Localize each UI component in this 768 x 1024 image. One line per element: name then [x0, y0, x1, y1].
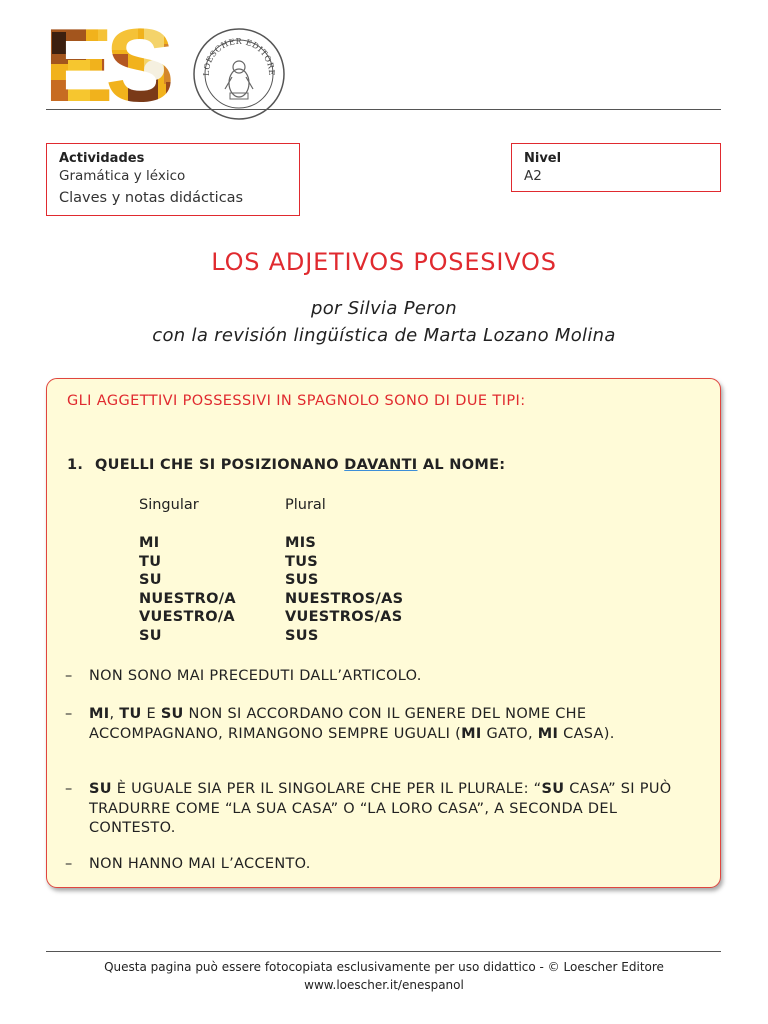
table-cell: SU [139, 572, 162, 588]
table-cell: SUS [285, 572, 319, 588]
nivel-box [511, 143, 721, 192]
section-text-pre: QUELLI CHE SI POSIZIONANO [95, 457, 345, 473]
footer-divider [46, 951, 721, 952]
footer-copyright: Questa pagina può essere fotocopiata esclusivamente per uso didattico - © Loescher Editore [104, 960, 664, 974]
bullet-item [65, 667, 705, 687]
bullet-dash: – [65, 706, 73, 722]
table-cell: MI [139, 535, 160, 551]
table-header-singular: Singular [139, 497, 199, 513]
svg-text:LOESCHER EDITORE: LOESCHER EDITORE [201, 36, 277, 77]
table-cell: NUESTRO/A [139, 590, 236, 607]
actividades-line1: Gramática y léxico [59, 168, 186, 184]
bullet-text: NON SONO MAI PRECEDUTI DALL’ARTICOLO. [89, 668, 422, 684]
table-cell: NUESTROS/AS [285, 590, 404, 607]
actividades-line2: Claves y notas didácticas [59, 190, 244, 206]
es-logo [46, 24, 277, 102]
nivel-value: A2 [524, 168, 542, 184]
table-cell: TU [139, 553, 162, 570]
byline-author: por Silvia Peron [311, 298, 457, 319]
table-cell: SU [139, 627, 162, 644]
loescher-seal-icon [192, 27, 286, 121]
actividades-box [46, 143, 300, 216]
actividades-label: Actividades [59, 151, 145, 166]
bullet-dash: – [65, 668, 73, 684]
panel-heading: GLI AGGETTIVI POSSESSIVI IN SPAGNOLO SONO DI DUE TIPI: [67, 393, 526, 409]
section-text-underlined: DAVANTI [344, 457, 418, 473]
section-text-post: AL NOME: [417, 457, 506, 473]
content-panel [46, 378, 721, 888]
section-1-heading [67, 457, 505, 473]
table-cell: MIS [285, 535, 317, 551]
bullet-dash: – [65, 781, 73, 797]
bullet-dash: – [65, 856, 73, 872]
page-title: LOS ADJETIVOS POSESIVOS [211, 248, 557, 276]
section-number: 1. [67, 457, 84, 473]
bullet-text: NON HANNO MAI L’ACCENTO. [89, 856, 311, 872]
table-cell: VUESTRO/A [139, 609, 235, 625]
es-logo-photo-letters [46, 24, 196, 102]
header-divider [46, 109, 721, 110]
bullet-item [65, 780, 705, 839]
byline-reviewer: con la revisión lingüística de Marta Lozano Molina [152, 325, 616, 346]
nivel-label: Nivel [524, 151, 562, 166]
bullet-item [65, 855, 705, 875]
table-cell: VUESTROS/AS [285, 609, 403, 625]
footer-link[interactable]: www.loescher.it/enespanol [304, 978, 464, 992]
table-header-plural: Plural [285, 497, 326, 513]
table-cell: TUS [285, 553, 319, 570]
bullet-text: MI, TU E SU NON SI ACCORDANO CON IL GENERE DEL NOME CHE ACCOMPAGNANO, RIMANGONO SEMPRE UGUALI (MI GATO, MI CASA). [89, 706, 615, 742]
table-cell: SUS [285, 627, 319, 644]
bullet-text: SU È UGUALE SIA PER IL SINGOLARE CHE PER IL PLURALE: “SU CASA” SI PUÒ TRADURRE COME “LA SUA CASA” O “LA LORO CASA”, A SECONDA DEL CONTESTO. [89, 781, 672, 836]
bullet-item [65, 705, 705, 744]
